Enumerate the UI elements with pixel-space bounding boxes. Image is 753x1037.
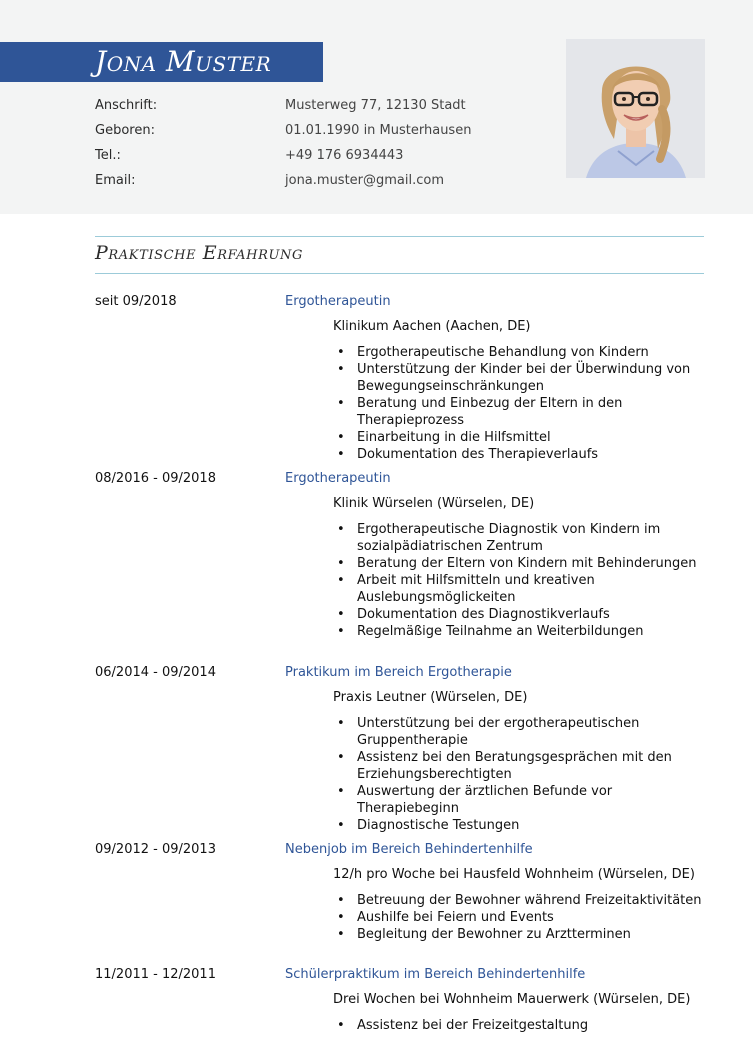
contact-row-phone <box>95 145 515 170</box>
list-item: • Beratung und Einbezug der Eltern in den Therapieprozess <box>333 395 715 429</box>
portrait-illustration <box>566 39 705 178</box>
entry-task-list <box>333 1017 715 1034</box>
list-item: • Regelmäßige Teilnahme an Weiterbildungen <box>333 623 715 640</box>
entry-task-list <box>333 344 715 463</box>
entry-organization: Praxis Leutner (Würselen, DE) <box>333 690 528 705</box>
entry-role: Ergotherapeutin <box>285 294 391 309</box>
contact-label: Anschrift: <box>95 98 158 113</box>
applicant-name: Jona Muster <box>95 45 272 78</box>
entry-date: seit 09/2018 <box>95 294 177 309</box>
contact-value: +49 176 6934443 <box>285 148 404 163</box>
entry-task-list <box>333 715 715 834</box>
entry-organization: Drei Wochen bei Wohnheim Mauerwerk (Würselen, DE) <box>333 992 691 1007</box>
entry-role: Praktikum im Bereich Ergotherapie <box>285 665 512 680</box>
entry-role: Nebenjob im Bereich Behindertenhilfe <box>285 842 533 857</box>
entry-organization: 12/h pro Woche bei Hausfeld Wohnheim (Würselen, DE) <box>333 867 695 882</box>
list-item: • Begleitung der Bewohner zu Arztterminen <box>333 926 715 943</box>
contact-label: Email: <box>95 173 136 188</box>
list-item: • Einarbeitung in die Hilfsmittel <box>333 429 715 446</box>
list-item: • Assistenz bei den Beratungsgesprächen mit den Erziehungsberechtigten <box>333 749 715 783</box>
contact-label: Tel.: <box>95 148 121 163</box>
list-item: • Auswertung der ärztlichen Befunde vor Therapiebeginn <box>333 783 715 817</box>
entry-role: Schülerpraktikum im Bereich Behindertenhilfe <box>285 967 586 982</box>
list-item: • Aushilfe bei Feiern und Events <box>333 909 715 926</box>
entry-date: 09/2012 - 09/2013 <box>95 842 216 857</box>
contact-value: 01.01.1990 in Musterhausen <box>285 123 472 138</box>
list-item: • Dokumentation des Therapieverlaufs <box>333 446 715 463</box>
profile-photo <box>566 39 705 178</box>
contact-row-birth <box>95 120 515 145</box>
contact-row-address <box>95 95 515 120</box>
contact-label: Geboren: <box>95 123 155 138</box>
list-item: • Unterstützung der Kinder bei der Überwindung von Bewegungseinschränkungen <box>333 361 715 395</box>
list-item: • Betreuung der Bewohner während Freizeitaktivitäten <box>333 892 715 909</box>
list-item: • Unterstützung bei der ergotherapeutischen Gruppentherapie <box>333 715 715 749</box>
list-item: • Ergotherapeutische Behandlung von Kindern <box>333 344 715 361</box>
entry-date: 11/2011 - 12/2011 <box>95 967 216 982</box>
list-item: • Dokumentation des Diagnostikverlaufs <box>333 606 715 623</box>
list-item: • Assistenz bei der Freizeitgestaltung <box>333 1017 715 1034</box>
section-rule-bottom <box>95 273 704 274</box>
contact-value: Musterweg 77, 12130 Stadt <box>285 98 466 113</box>
section-rule-top <box>95 236 704 237</box>
section-title: Praktische Erfahrung <box>95 242 303 264</box>
contact-details <box>95 95 515 195</box>
list-item: • Beratung der Eltern von Kindern mit Behinderungen <box>333 555 715 572</box>
list-item: • Arbeit mit Hilfsmitteln und kreativen Auslebungsmöglickeiten <box>333 572 715 606</box>
entry-organization: Klinikum Aachen (Aachen, DE) <box>333 319 531 334</box>
list-item: • Ergotherapeutische Diagnostik von Kindern im sozialpädiatrischen Zentrum <box>333 521 715 555</box>
contact-value: jona.muster@gmail.com <box>285 173 445 188</box>
contact-row-email <box>95 170 515 195</box>
entry-task-list <box>333 521 715 640</box>
entry-organization: Klinik Würselen (Würselen, DE) <box>333 496 535 511</box>
entry-task-list <box>333 892 715 943</box>
entry-role: Ergotherapeutin <box>285 471 391 486</box>
list-item: • Diagnostische Testungen <box>333 817 715 834</box>
entry-date: 08/2016 - 09/2018 <box>95 471 216 486</box>
entry-date: 06/2014 - 09/2014 <box>95 665 216 680</box>
